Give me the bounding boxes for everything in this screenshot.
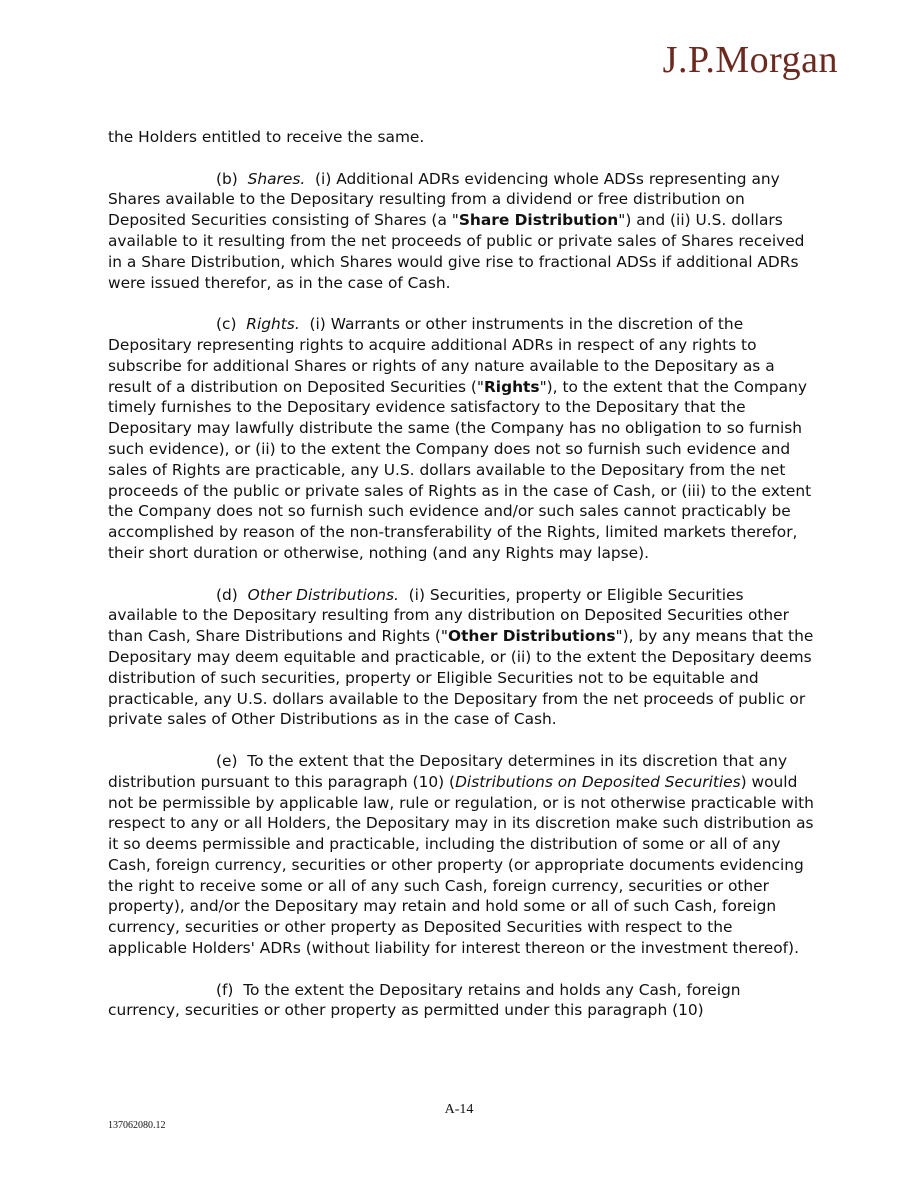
page-number: A-14 (444, 1102, 474, 1117)
paragraph-d-title: Other Distributions. (247, 585, 399, 604)
paragraph-b-title: Shares. (247, 169, 306, 188)
document-body (108, 127, 816, 1042)
paragraph-b: (b) Shares. (i) Additional ADRs evidencing whole ADSs representing any Shares available to the Depositary resulting from a dividend or free distribution on Deposited Securities consisting of Shares (a "Share Distribution") and (ii) U.S. dollars available to it resulting from the net proceeds of public or private sales of Shares received in a Share Distribution, which Shares would give rise to fractional ADSs if additional ADRs were issued therefor, as in the case of Cash. (108, 169, 805, 292)
paragraph-d: (d) Other Distributions. (i) Securities, property or Eligible Securities available to the Depositary resulting from any distribution on Deposited Securities other than Cash, Share Distributions and Rights ("Other Distributions"), by any means that the Depositary may deem equitable and practicable, or (ii) to the extent the Depositary deems distribution of such securities, property or Eligible Securities not to be equitable and practicable, any U.S. dollars available to the Depositary from the net proceeds of public or private sales of Other Distributions as in the case of Cash. (108, 585, 814, 729)
paragraph-d-label: (d) (216, 585, 238, 604)
paragraph-f: (f) To the extent the Depositary retains and holds any Cash, foreign currency, securities or other property as permitted under this paragraph (10) (108, 980, 741, 1020)
paragraph-c: (c) Rights. (i) Warrants or other instruments in the discretion of the Depositary representing rights to acquire additional ADRs in respect of any rights to subscribe for additional Shares or rights of any nature available to the Depositary as a result of a distribution on Deposited Securities ("Rights"), to the extent that the Company timely furnishes to the Depositary evidence satisfactory to the Depositary that the Depositary may lawfully distribute the same (the Company has no obligation to so furnish such evidence), or (ii) to the extent the Company does not so furnish such evidence and sales of Rights are practicable, any U.S. dollars available to the Depositary from the net proceeds of the public or private sales of Rights as in the case of Cash, or (iii) to the extent the Company does not so furnish such evidence and/or such sales cannot practicably be accomplished by reason of the non-transferability of the Rights, limited markets therefor, their short duration or otherwise, nothing (and any Rights may lapse). (108, 315, 812, 562)
cross-reference: Distributions on Deposited Securities (455, 772, 741, 791)
defined-term-share-distribution: Share Distribution (458, 211, 619, 230)
document-id: 137062080.12 (108, 1120, 166, 1131)
jpmorgan-logo: J.P.Morgan (662, 39, 838, 81)
defined-term-other-distributions: Other Distributions (447, 627, 616, 646)
paragraph-c-title: Rights. (246, 315, 300, 334)
defined-term-rights: Rights (483, 377, 540, 396)
paragraph-e-label: (e) (216, 751, 238, 770)
paragraph-c-label: (c) (216, 315, 237, 334)
paragraph-b-label: (b) (216, 169, 238, 188)
paragraph-f-label: (f) (216, 980, 234, 999)
paragraph-e: (e) To the extent that the Depositary determines in its discretion that any distribution pursuant to this paragraph (10) (Distributions on Deposited Securities) would not be permissible by applicable law, rule or regulation, or is not otherwise practicable with respect to any or all Holders, the Depositary may in its discretion make such distribution as it so deems permissible and practicable, including the distribution of some or all of any Cash, foreign currency, securities or other property (or appropriate documents evidencing the right to receive some or all of any such Cash, foreign currency, securities or other property), and/or the Depositary may retain and hold some or all of such Cash, foreign currency, securities or other property as Deposited Securities with respect to the applicable Holders' ADRs (without liability for interest thereon or the investment thereof). (108, 751, 814, 958)
paragraph-continuation: the Holders entitled to receive the same. (108, 128, 425, 146)
